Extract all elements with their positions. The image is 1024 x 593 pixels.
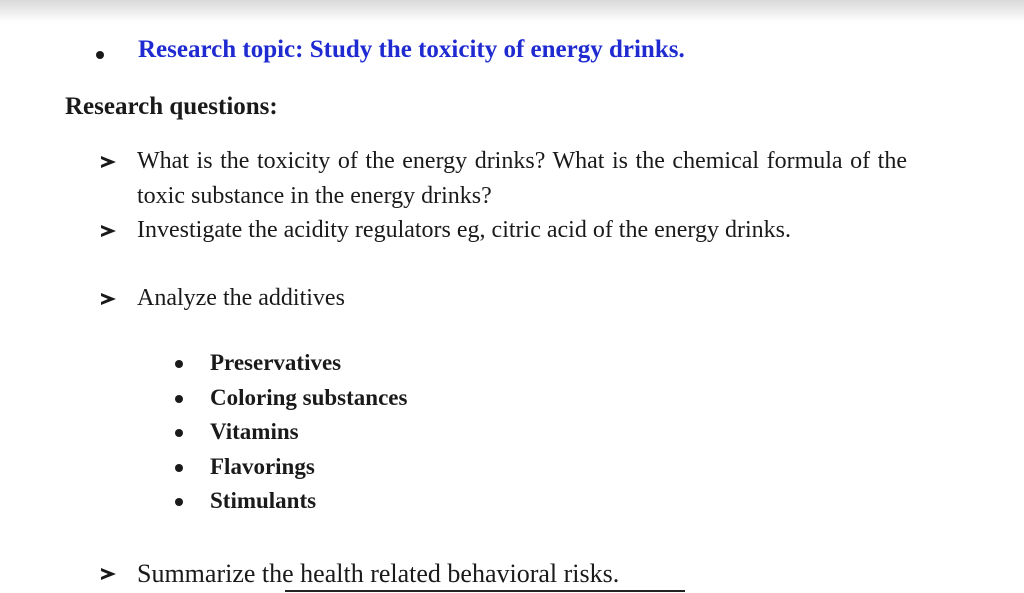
list-item	[175, 381, 407, 416]
question-text: Investigate the acidity regulators eg, citric acid of the energy drinks.	[137, 217, 791, 243]
additives-list	[175, 346, 407, 519]
summary-item	[137, 555, 619, 593]
research-topic-text: Research topic: Study the toxicity of energy drinks.	[138, 36, 685, 63]
top-shadow	[0, 0, 1024, 22]
additive-label: Coloring substances	[210, 384, 408, 410]
arrow-bullet-icon	[101, 568, 116, 580]
underline-divider	[285, 590, 685, 592]
additive-label: Stimulants	[210, 488, 317, 513]
list-item	[175, 415, 407, 450]
bullet-dot-icon	[175, 429, 183, 437]
bullet-dot-icon	[175, 498, 183, 506]
additive-label: Vitamins	[210, 419, 299, 444]
bullet-dot-icon	[175, 464, 183, 472]
bullet-dot-icon	[175, 395, 183, 403]
arrow-bullet-icon	[101, 225, 116, 237]
list-item	[175, 450, 407, 485]
arrow-bullet-icon	[101, 293, 116, 305]
bullet-dot-icon	[96, 51, 104, 59]
summary-text: Summarize the health related behavioral risks.	[137, 559, 620, 588]
research-questions-heading: Research questions:	[65, 93, 278, 120]
research-topic	[96, 30, 685, 70]
question-item-additives	[137, 281, 907, 316]
question-item-toxicity	[137, 144, 907, 214]
additive-label: Flavorings	[210, 453, 315, 479]
question-text: Analyze the additives	[137, 285, 345, 311]
additive-label: Preservatives	[210, 350, 342, 375]
question-text: What is the toxicity of the energy drinks? What is the chemical formula of the toxic substance in the energy drinks?	[137, 148, 907, 209]
list-item	[175, 346, 407, 381]
list-item	[175, 484, 407, 519]
question-item-acidity	[137, 213, 907, 248]
bullet-dot-icon	[175, 360, 183, 368]
arrow-bullet-icon	[101, 156, 116, 168]
